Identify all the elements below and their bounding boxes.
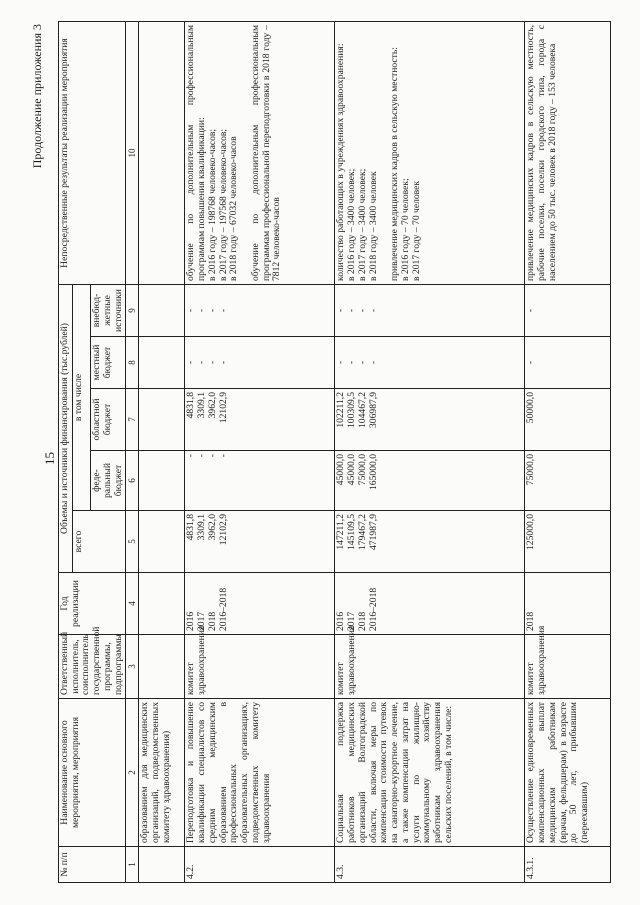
local-value: -	[525, 360, 537, 365]
year-value: 2018	[356, 611, 368, 631]
row-years	[335, 573, 525, 635]
header-year: Год реализации	[59, 573, 126, 635]
row-executor	[139, 635, 185, 699]
header-row-1	[59, 21, 73, 882]
row-fed	[525, 451, 611, 511]
reg-value: 104467,2	[356, 392, 368, 428]
result-line: количество работающих в учреждениях здравоохранения:	[335, 43, 347, 281]
col-number: 7	[126, 389, 139, 451]
reg-value: 100309,5	[346, 392, 358, 428]
table-row	[139, 21, 185, 882]
extra-value: -	[185, 308, 197, 313]
year-value: 2017	[196, 611, 208, 631]
header-executor: Ответственный исполнитель, соисполнитель государственной программы, подпрограммы	[59, 635, 126, 699]
row-total	[335, 511, 525, 573]
total-value: 125000,0	[525, 514, 537, 550]
col-number: 3	[126, 635, 139, 699]
row-num	[139, 847, 185, 883]
local-value: -	[335, 360, 347, 365]
year-value: 2016	[335, 611, 347, 631]
col-number: 8	[126, 337, 139, 389]
row-num: 4.3.1.	[525, 847, 611, 883]
extra-value: -	[356, 308, 368, 313]
row-local	[139, 337, 185, 389]
header-funding: Объемы и источники финансирования (тыс.рублей)	[59, 284, 73, 572]
row-reg	[525, 389, 611, 451]
column-number-row	[126, 21, 139, 882]
reg-value: 4831,8	[185, 392, 197, 419]
row-name: образованием для медицинских организаций, подведомственных комитету здравоохранения)	[139, 699, 185, 847]
row-executor: комитет здравоохранения	[525, 635, 611, 699]
local-value: -	[217, 360, 229, 365]
fed-value: 75000,0	[525, 454, 537, 486]
result-line: обучение по дополнительным профессиональным программам профессиональной переподготовки в 2018 году – 7812 человеко-часов	[249, 24, 283, 281]
header-local: местный бюджет	[91, 337, 126, 389]
fed-value: -	[185, 454, 197, 458]
col-number: 2	[126, 699, 139, 847]
row-results	[185, 21, 335, 284]
extra-value: -	[335, 308, 347, 313]
total-value: 3962,0	[206, 514, 218, 541]
header-total: всего	[72, 511, 126, 573]
row-local	[335, 337, 525, 389]
row-reg	[185, 389, 335, 451]
row-total	[185, 511, 335, 573]
row-fed	[185, 451, 335, 511]
result-line: обучение по дополнительным профессиональным программам повышения квалификации:	[185, 24, 208, 281]
local-value: -	[206, 360, 218, 365]
table-body	[139, 21, 611, 882]
year-value: 2016–2018	[367, 587, 379, 631]
reg-value: 102211,2	[335, 392, 347, 428]
extra-value: -	[196, 308, 208, 313]
col-number: 1	[126, 847, 139, 883]
result-line: привлечение медицинских кадров в сельскую местность, рабочие поселки, поселки городского типа, города с населением до 50 тыс. человек в 2018 году – 153 человека	[525, 24, 558, 281]
row-fed	[139, 451, 185, 511]
col-number: 5	[126, 511, 139, 573]
local-value: -	[356, 360, 368, 365]
extra-value: -	[346, 308, 358, 313]
total-value: 179467,2	[356, 514, 368, 550]
col-number: 6	[126, 451, 139, 511]
fed-value: 45000,0	[335, 454, 347, 486]
result-line: в 2017 году – 3400 человек;	[356, 168, 368, 281]
result-line: в 2018 году – 3400 человек	[367, 171, 379, 281]
program-table	[58, 21, 611, 883]
row-reg	[335, 389, 525, 451]
reg-value: 306987,9	[367, 392, 379, 428]
result-line: в 2017 году – 197568 человеко-часов;	[217, 128, 229, 281]
result-line: в 2016 году – 198768 человеко-часов;	[206, 128, 218, 281]
reg-value: 3962,0	[206, 392, 218, 419]
total-value: 4831,8	[185, 514, 197, 541]
header-name: Наименование основного мероприятия, мероприятия	[59, 699, 126, 847]
row-results	[335, 21, 525, 284]
row-extra	[335, 284, 525, 336]
row-local	[525, 337, 611, 389]
row-name: Переподготовка и повышение квалификации специалистов со средним медицинским образованием в профессиональных образовательных организациях, подведомственных комитету здравоохранения	[185, 699, 335, 847]
row-local	[185, 337, 335, 389]
reg-value: 3309,1	[196, 392, 208, 419]
col-number: 9	[126, 284, 139, 336]
total-value: 145109,5	[346, 514, 358, 550]
col-number: 10	[126, 21, 139, 284]
header-results: Непосредственные результаты реализации мероприятия	[59, 21, 126, 284]
row-reg	[139, 389, 185, 451]
header-extra: внебюд-жетные источники	[91, 284, 126, 336]
page-number: 15	[42, 452, 57, 465]
table-row	[185, 21, 335, 882]
result-line: в 2018 году – 67032 человеко-часов	[228, 136, 240, 281]
fed-value: 75000,0	[356, 454, 368, 486]
row-executor: комитет здравоохранения	[185, 635, 335, 699]
row-name: Социальная поддержка работников медицинских организаций Волгоградской области, включая меры по компенсации стоимости путевок на санаторно-курортное лечение, а также компенсации затрат на услуги по жилищно-коммунальному хозяйству работникам здравоохранения сельских поселений, в том числе:	[335, 699, 525, 847]
row-extra	[139, 284, 185, 336]
year-value: 2018	[206, 611, 218, 631]
result-line: в 2016 году – 70 человек;	[399, 178, 411, 281]
total-value: 147211,2	[335, 514, 347, 550]
row-extra	[185, 284, 335, 336]
header-incl: в том числе	[72, 284, 90, 510]
row-extra	[525, 284, 611, 336]
total-value: 3309,1	[196, 514, 208, 541]
result-line: в 2017 году – 70 человек	[410, 180, 422, 281]
total-value: 471987,9	[367, 514, 379, 550]
extra-value: -	[525, 308, 537, 313]
year-value: 2016–2018	[217, 587, 229, 631]
row-years	[139, 573, 185, 635]
row-results	[525, 21, 611, 284]
header-num: № п/п	[59, 847, 126, 883]
local-value: -	[196, 360, 208, 365]
extra-value: -	[206, 308, 218, 313]
fed-value: 45000,0	[346, 454, 358, 486]
col-number: 4	[126, 573, 139, 635]
table-row	[525, 21, 611, 882]
total-value: 12102,9	[217, 514, 229, 546]
fed-value: -	[206, 454, 218, 458]
row-total	[139, 511, 185, 573]
row-num: 4.3.	[335, 847, 525, 883]
fed-value: -	[196, 454, 208, 458]
row-fed	[335, 451, 525, 511]
row-executor: комитет здравоохранения	[335, 635, 525, 699]
year-value: 2018	[525, 611, 537, 631]
local-value: -	[346, 360, 358, 365]
table-row	[335, 21, 525, 882]
result-line: привлечение медицинских кадров в сельскую местность:	[389, 47, 401, 281]
row-num: 4.2.	[185, 847, 335, 883]
row-years	[185, 573, 335, 635]
row-results	[139, 21, 185, 284]
local-value: -	[367, 360, 379, 365]
fed-value: -	[217, 454, 229, 458]
extra-value: -	[367, 308, 379, 313]
continuation-note: Продолжение приложения 3	[30, 24, 44, 169]
result-line: в 2016 году – 3400 человек;	[346, 168, 358, 281]
row-total	[525, 511, 611, 573]
local-value: -	[185, 360, 197, 365]
header-fed: феде-ральный бюджет	[91, 451, 126, 511]
year-value: 2016	[185, 611, 197, 631]
reg-value: 50000,0	[525, 392, 537, 424]
extra-value: -	[217, 308, 229, 313]
fed-value: 165000,0	[367, 454, 379, 490]
reg-value: 12102,9	[217, 392, 229, 424]
row-name: Осуществление единовременных компенсационных выплат медицинским работникам (врачам, фельдшерам) в возрасте до 50 лет, прибывшим (переехавшим)	[525, 699, 611, 847]
year-value: 2017	[346, 611, 358, 631]
header-reg: областной бюджет	[91, 389, 126, 451]
